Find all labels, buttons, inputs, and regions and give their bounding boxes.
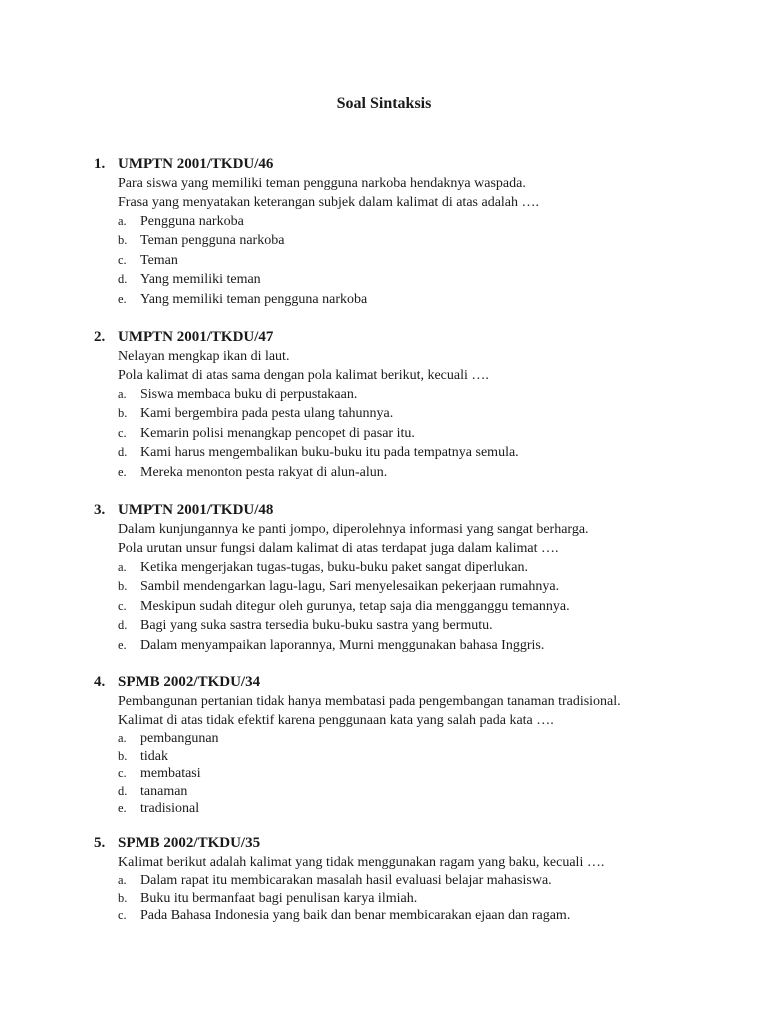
option-letter: d.: [118, 783, 128, 798]
option-text: tidak: [140, 748, 168, 764]
option-letter: b.: [118, 406, 128, 421]
question-stem-line: Para siswa yang memiliki teman pengguna narkoba hendaknya waspada.: [118, 176, 526, 191]
answer-option-e: [94, 290, 714, 309]
question-header: [94, 501, 714, 520]
option-letter: c.: [118, 908, 127, 923]
question-stem-line: Pola urutan unsur fungsi dalam kalimat di atas terdapat juga dalam kalimat ….: [118, 541, 559, 556]
option-text: Dalam menyampaikan laporannya, Murni menggunakan bahasa Inggris.: [140, 637, 545, 653]
question-number: 1.: [94, 156, 106, 172]
answer-options: [94, 730, 714, 818]
question-1: [94, 155, 714, 309]
option-text: Kami harus mengembalikan buku-buku itu pada tempatnya semula.: [140, 445, 519, 461]
option-text: Bagi yang suka sastra tersedia buku-buku sastra yang bermutu.: [140, 618, 493, 634]
option-letter: d.: [118, 272, 128, 287]
answer-option-d: [94, 783, 714, 801]
answer-option-b: [94, 404, 714, 423]
option-letter: d.: [118, 618, 128, 633]
answer-option-a: [94, 730, 714, 748]
question-3: [94, 501, 714, 655]
option-letter: c.: [118, 766, 127, 781]
option-letter: b.: [118, 579, 128, 594]
question-source-code: UMPTN 2001/TKDU/46: [118, 156, 274, 172]
option-text: Mereka menonton pesta rakyat di alun-alun.: [140, 464, 388, 480]
question-4: [94, 673, 714, 818]
option-text: Teman: [140, 252, 178, 268]
option-letter: d.: [118, 445, 128, 460]
option-text: Ketika mengerjakan tugas-tugas, buku-buku paket sangat diperlukan.: [140, 560, 528, 575]
question-stem-line: Frasa yang menyatakan keterangan subjek dalam kalimat di atas adalah ….: [118, 195, 540, 210]
option-text: Kami bergembira pada pesta ulang tahunnya.: [140, 406, 394, 422]
answer-option-c: [94, 907, 714, 925]
option-text: Pengguna narkoba: [140, 214, 244, 229]
question-source-code: UMPTN 2001/TKDU/48: [118, 502, 274, 518]
answer-option-e: [94, 463, 714, 482]
option-letter: a.: [118, 873, 127, 887]
answer-option-b: [94, 890, 714, 908]
option-text: Yang memiliki teman pengguna narkoba: [140, 291, 368, 307]
option-letter: a.: [118, 560, 127, 574]
option-letter: a.: [118, 387, 127, 401]
option-letter: e.: [118, 464, 127, 479]
question-stem-line: Nelayan mengkap ikan di laut.: [118, 349, 290, 364]
answer-option-c: [94, 765, 714, 783]
answer-option-c: [94, 424, 714, 443]
answer-option-b: [94, 748, 714, 766]
option-letter: e.: [118, 801, 127, 816]
answer-options: [94, 385, 714, 482]
option-letter: c.: [118, 598, 127, 613]
option-letter: a.: [118, 214, 127, 228]
question-stem-line: Kalimat berikut adalah kalimat yang tidak menggunakan ragam yang baku, kecuali ….: [118, 855, 605, 870]
answer-options: [94, 558, 714, 655]
question-header: [94, 328, 714, 347]
option-text: tanaman: [140, 783, 188, 799]
option-text: Pada Bahasa Indonesia yang baik dan benar membicarakan ejaan dan ragam.: [140, 908, 571, 924]
answer-options: [94, 212, 714, 309]
question-source-code: SPMB 2002/TKDU/35: [118, 835, 261, 851]
option-text: Sambil mendengarkan lagu-lagu, Sari menyelesaikan pekerjaan rumahnya.: [140, 579, 560, 595]
option-text: Meskipun sudah ditegur oleh gurunya, tetap saja dia mengganggu temannya.: [140, 598, 570, 614]
option-letter: e.: [118, 637, 127, 652]
question-number: 3.: [94, 502, 106, 518]
option-text: pembangunan: [140, 731, 219, 746]
option-text: Kemarin polisi menangkap pencopet di pasar itu.: [140, 425, 415, 441]
question-stem-line: Dalam kunjungannya ke panti jompo, diperolehnya informasi yang sangat berharga.: [118, 522, 589, 537]
option-text: Dalam rapat itu membicarakan masalah hasil evaluasi belajar mahasiswa.: [140, 873, 552, 888]
answer-option-a: [94, 558, 714, 577]
answer-option-b: [94, 231, 714, 250]
question-2: [94, 328, 714, 482]
option-text: Teman pengguna narkoba: [140, 233, 285, 249]
answer-option-b: [94, 577, 714, 596]
answer-option-a: [94, 212, 714, 231]
question-number: 2.: [94, 329, 106, 345]
answer-option-d: [94, 270, 714, 289]
question-number: 5.: [94, 835, 106, 851]
question-stem-line: Kalimat di atas tidak efektif karena penggunaan kata yang salah pada kata ….: [118, 713, 554, 728]
question-number: 4.: [94, 674, 106, 690]
question-5: [94, 834, 714, 925]
option-letter: b.: [118, 890, 128, 905]
question-stem-line: Pola kalimat di atas sama dengan pola kalimat berikut, kecuali ….: [118, 368, 489, 383]
option-letter: b.: [118, 233, 128, 248]
question-header: [94, 834, 714, 853]
answer-option-d: [94, 616, 714, 635]
question-header: [94, 673, 714, 692]
option-letter: c.: [118, 425, 127, 440]
option-text: membatasi: [140, 766, 201, 782]
option-letter: e.: [118, 291, 127, 306]
answer-option-e: [94, 636, 714, 655]
answer-options: [94, 872, 714, 925]
answer-option-a: [94, 872, 714, 890]
answer-option-a: [94, 385, 714, 404]
answer-option-c: [94, 597, 714, 616]
question-header: [94, 155, 714, 174]
option-letter: b.: [118, 748, 128, 763]
option-text: tradisional: [140, 801, 200, 817]
question-source-code: SPMB 2002/TKDU/34: [118, 674, 261, 690]
option-text: Yang memiliki teman: [140, 272, 261, 288]
option-text: Buku itu bermanfaat bagi penulisan karya ilmiah.: [140, 890, 418, 906]
option-letter: c.: [118, 252, 127, 267]
option-text: Siswa membaca buku di perpustakaan.: [140, 387, 358, 402]
answer-option-c: [94, 251, 714, 270]
answer-option-e: [94, 800, 714, 818]
question-source-code: UMPTN 2001/TKDU/47: [118, 329, 274, 345]
option-letter: a.: [118, 731, 127, 745]
question-stem-line: Pembangunan pertanian tidak hanya membatasi pada pengembangan tanaman tradisional.: [118, 694, 621, 709]
page-title: Soal Sintaksis: [336, 95, 432, 112]
answer-option-d: [94, 443, 714, 462]
